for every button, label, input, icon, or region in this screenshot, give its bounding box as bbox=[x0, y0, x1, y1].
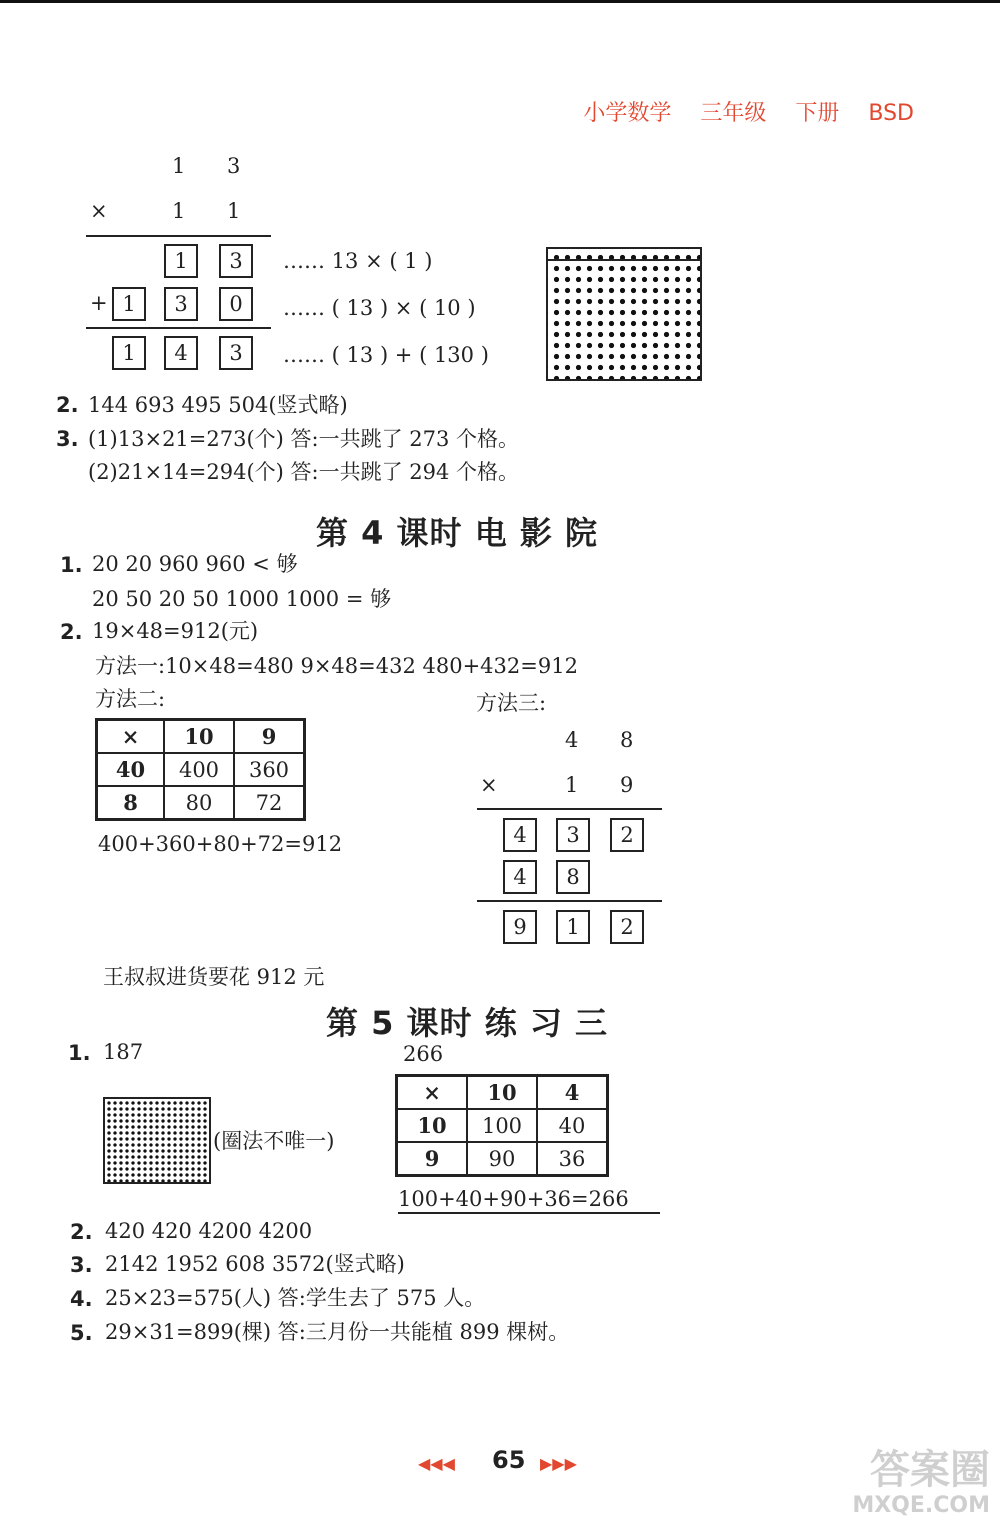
vert-times-sign: × bbox=[480, 773, 498, 797]
table-cell: 8 bbox=[97, 786, 165, 820]
calc-line-2 bbox=[86, 327, 271, 329]
calc-box: 4 bbox=[164, 336, 198, 370]
multiplication-table bbox=[95, 718, 306, 821]
table-sum-text: 100+40+90+36=266 bbox=[398, 1187, 629, 1211]
header-subject: 小学数学 bbox=[583, 101, 672, 126]
answer-text: 20 50 20 50 1000 1000 = 够 bbox=[92, 587, 392, 611]
table-cell: 80 bbox=[164, 786, 234, 820]
calc-note-1: …… 13 × ( 1 ) bbox=[283, 249, 433, 273]
vert-box: 9 bbox=[503, 910, 537, 944]
answer-text: 144 693 495 504(竖式略) bbox=[88, 393, 348, 417]
table-cell: 90 bbox=[467, 1142, 537, 1176]
header-volume: 下册 bbox=[795, 101, 840, 126]
table-cell: 36 bbox=[537, 1142, 608, 1176]
vert-row1-d2: 8 bbox=[620, 728, 634, 752]
multiplication-table bbox=[395, 1074, 609, 1177]
method-one-text: 方法一:10×48=480 9×48=432 480+432=912 bbox=[95, 654, 578, 678]
watermark-logo bbox=[852, 1447, 990, 1519]
calc-box: 1 bbox=[164, 244, 198, 278]
table-cell: 9 bbox=[234, 720, 305, 754]
table-cell: 360 bbox=[234, 753, 305, 786]
vert-box: 8 bbox=[556, 860, 590, 894]
dot-array-figure-small bbox=[103, 1097, 211, 1184]
calc-plus-sign: + bbox=[90, 291, 108, 315]
table-cell: 10 bbox=[467, 1076, 537, 1110]
calc-row1-d1: 1 bbox=[172, 154, 186, 178]
calc-box: 0 bbox=[219, 287, 253, 321]
lesson-title: 第 4 课时 电 影 院 bbox=[316, 514, 598, 552]
question-number: 3. bbox=[56, 427, 79, 451]
calc-box: 3 bbox=[219, 244, 253, 278]
calc-row2-d2: 1 bbox=[227, 199, 241, 223]
calc-line-1 bbox=[86, 235, 271, 237]
table-sum-text: 400+360+80+72=912 bbox=[98, 832, 343, 856]
vert-row1-d1: 4 bbox=[565, 728, 579, 752]
question-number: 2. bbox=[56, 393, 79, 417]
vert-box: 4 bbox=[503, 818, 537, 852]
question-number: 5. bbox=[70, 1321, 93, 1345]
vert-line-2 bbox=[477, 900, 662, 902]
calc-row1-d2: 3 bbox=[227, 154, 241, 178]
answer-text: 2142 1952 608 3572(竖式略) bbox=[105, 1252, 405, 1276]
question-number: 2. bbox=[70, 1220, 93, 1244]
calc-note-3: …… ( 13 ) + ( 130 ) bbox=[283, 343, 489, 367]
question-number: 1. bbox=[68, 1041, 91, 1065]
answer-text: 29×31=899(棵) 答:三月份一共能植 899 棵树。 bbox=[105, 1320, 570, 1344]
answer-text: 19×48=912(元) bbox=[92, 619, 259, 643]
table-cell: 10 bbox=[164, 720, 234, 754]
table-cell: 40 bbox=[537, 1109, 608, 1142]
circling-note: (圈法不唯一) bbox=[213, 1129, 335, 1153]
question-number: 4. bbox=[70, 1287, 93, 1311]
vert-row2-d1: 1 bbox=[565, 773, 579, 797]
calc-box: 3 bbox=[164, 287, 198, 321]
vert-box: 2 bbox=[610, 910, 644, 944]
table-cell: × bbox=[97, 720, 165, 754]
table-cell: 10 bbox=[397, 1109, 468, 1142]
answer-text: 266 bbox=[403, 1042, 444, 1066]
sum-underline bbox=[398, 1212, 660, 1214]
answer-text: (1)13×21=273(个) 答:一共跳了 273 个格。 bbox=[88, 427, 520, 451]
calc-row2-d1: 1 bbox=[172, 199, 186, 223]
answer-text: (2)21×14=294(个) 答:一共跳了 294 个格。 bbox=[88, 460, 520, 484]
table-cell: 4 bbox=[537, 1076, 608, 1110]
vert-box: 2 bbox=[610, 818, 644, 852]
answer-text: 187 bbox=[103, 1040, 144, 1064]
table-cell: 40 bbox=[97, 753, 165, 786]
answer-text: 王叔叔进货要花 912 元 bbox=[103, 965, 325, 989]
table-cell: 400 bbox=[164, 753, 234, 786]
vert-row2-d2: 9 bbox=[620, 773, 634, 797]
vert-box: 4 bbox=[503, 860, 537, 894]
table-cell: 100 bbox=[467, 1109, 537, 1142]
method-three-label: 方法三: bbox=[476, 691, 547, 715]
vert-line-1 bbox=[477, 808, 662, 810]
dot-array-figure bbox=[546, 247, 702, 381]
vert-box: 1 bbox=[556, 910, 590, 944]
page-arrows-left: ◀◀◀ bbox=[418, 1454, 455, 1473]
page-header bbox=[561, 96, 914, 127]
question-number: 3. bbox=[70, 1253, 93, 1277]
page-number: 65 bbox=[492, 1446, 526, 1474]
page-arrows-right: ▶▶▶ bbox=[540, 1454, 577, 1473]
page-top-edge bbox=[0, 0, 1000, 3]
calc-box: 1 bbox=[112, 336, 146, 370]
calc-box: 1 bbox=[112, 287, 146, 321]
calc-box: 3 bbox=[219, 336, 253, 370]
answer-text: 25×23=575(人) 答:学生去了 575 人。 bbox=[105, 1286, 486, 1310]
answer-text: 20 20 960 960 < 够 bbox=[92, 552, 298, 576]
method-two-label: 方法二: bbox=[95, 687, 166, 711]
header-grade: 三年级 bbox=[700, 101, 767, 126]
table-cell: × bbox=[397, 1076, 468, 1110]
calc-note-2: …… ( 13 ) × ( 10 ) bbox=[283, 296, 476, 320]
header-edition: BSD bbox=[868, 101, 914, 126]
lesson-title: 第 5 课时 练 习 三 bbox=[326, 1004, 608, 1042]
question-number: 1. bbox=[60, 553, 83, 577]
dot-array-divider bbox=[546, 259, 702, 261]
watermark-url: MXQE.COM bbox=[852, 1493, 990, 1518]
watermark-title: 答案圈 bbox=[870, 1447, 990, 1493]
table-cell: 9 bbox=[397, 1142, 468, 1176]
question-number: 2. bbox=[60, 620, 83, 644]
answer-text: 420 420 4200 4200 bbox=[105, 1219, 313, 1243]
table-cell: 72 bbox=[234, 786, 305, 820]
vert-box: 3 bbox=[556, 818, 590, 852]
calc-times-sign: × bbox=[90, 199, 108, 223]
